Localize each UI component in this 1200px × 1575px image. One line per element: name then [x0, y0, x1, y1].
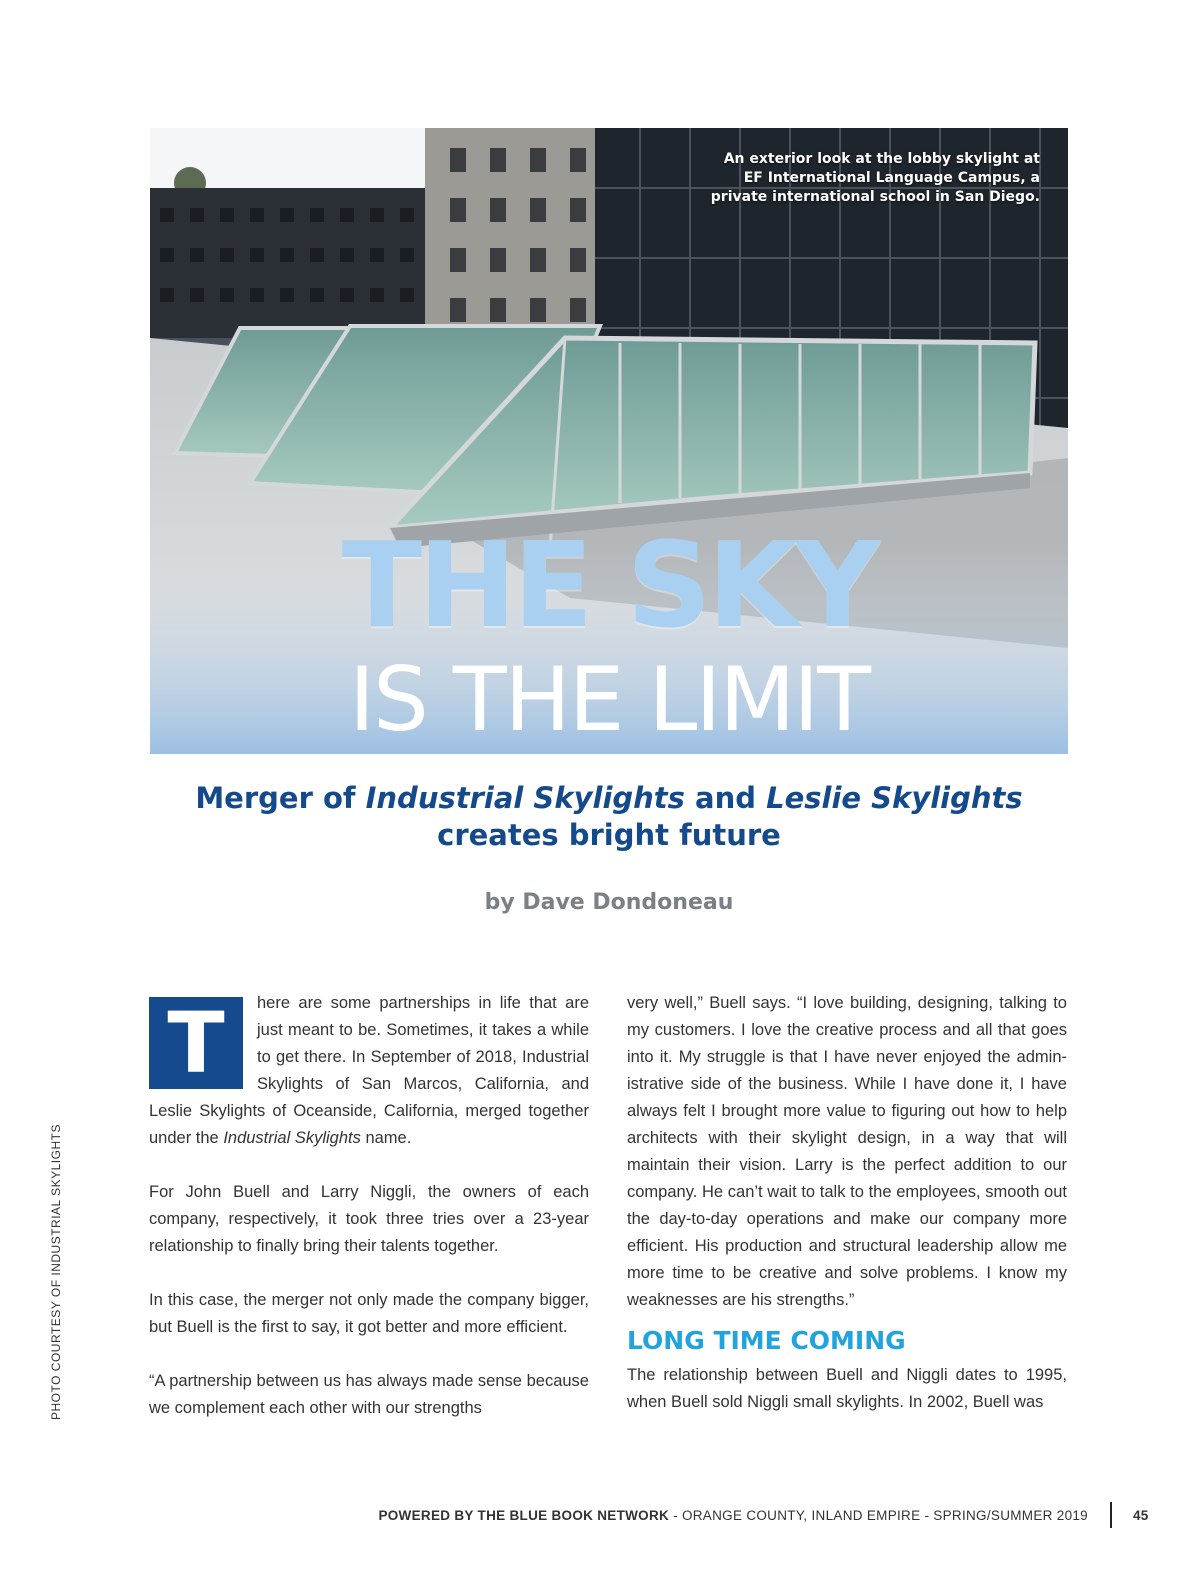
footer-publication	[378, 1508, 1088, 1523]
subtitle-text: creates bright future	[437, 818, 781, 852]
subtitle-text: and	[684, 781, 767, 815]
footer-edition: - ORANGE COUNTY, INLAND EMPIRE - SPRING/SUMMER 2019	[669, 1508, 1088, 1523]
photo-credit: PHOTO COURTESY OF INDUSTRIAL SKYLIGHTS	[49, 1124, 63, 1420]
article-column-left	[149, 990, 589, 1449]
title-line-2: IS THE LIMIT	[349, 648, 869, 751]
page-number: 45	[1133, 1508, 1149, 1523]
photo-caption: An exterior look at the lobby skylight at EF International Language Campus, a private international school in San Diego.	[710, 151, 1040, 205]
drop-cap: T	[149, 997, 243, 1089]
footer-brand: POWERED BY THE BLUE BOOK NETWORK	[378, 1508, 670, 1523]
byline: by Dave Dondoneau	[484, 890, 734, 915]
paragraph: The relationship between Buell and Niggli dates to 1995, when Buell sold Niggli small skylights. In 2002, Buell was	[627, 1366, 1067, 1411]
company-name-2: Leslie Skylights	[766, 781, 1023, 815]
page-footer	[0, 1508, 1150, 1532]
hero-photo	[150, 128, 1068, 754]
paragraph: “A partnership between us has always made sense because we complement each other with our strengths	[149, 1372, 589, 1417]
paragraph: In this case, the merger not only made the company bigger, but Buell is the first to say, it got better and more efficient.	[149, 1291, 589, 1336]
title-line-1: THE SKY	[341, 516, 877, 654]
subtitle-text: Merger of	[195, 781, 366, 815]
paragraph-text: here are some partnerships in life that are just meant to be. Sometimes, it takes a while to get there. In September of 2018, Industrial Skylights of San Marcos, California, and Leslie Skylights of Oceanside, California, merged together under the	[149, 994, 589, 1147]
company-name: Industrial Skylights	[223, 1129, 361, 1147]
section-heading: LONG TIME COMING	[627, 1326, 906, 1355]
company-name-1: Industrial Skylights	[365, 781, 685, 815]
article-subtitle	[150, 780, 1068, 854]
paragraph: very well,” Buell says. “I love building, designing, talking to my customers. I love the creative process and all that goes into it. My struggle is that I have never enjoyed the admin-istrative side of the business. While I have done it, I have always felt I brought more value to figuring out how to help architects with their skylight design, in a way that will maintain their vision. Larry is the perfect addition to our company. He can’t wait to talk to the employees, smooth out the day-to-day operations and make our company more efficient. His production and structural leadership allow me more time to be creative and solve problems. I know my weaknesses are his strengths.”	[627, 994, 1067, 1309]
paragraph: For John Buell and Larry Niggli, the owners of each company, respectively, it took three tries over a 23-year relationship to finally bring their talents together.	[149, 1183, 589, 1255]
paragraph-text: name.	[360, 1129, 412, 1147]
article-column-right	[627, 990, 1067, 1443]
footer-divider	[1110, 1502, 1112, 1528]
